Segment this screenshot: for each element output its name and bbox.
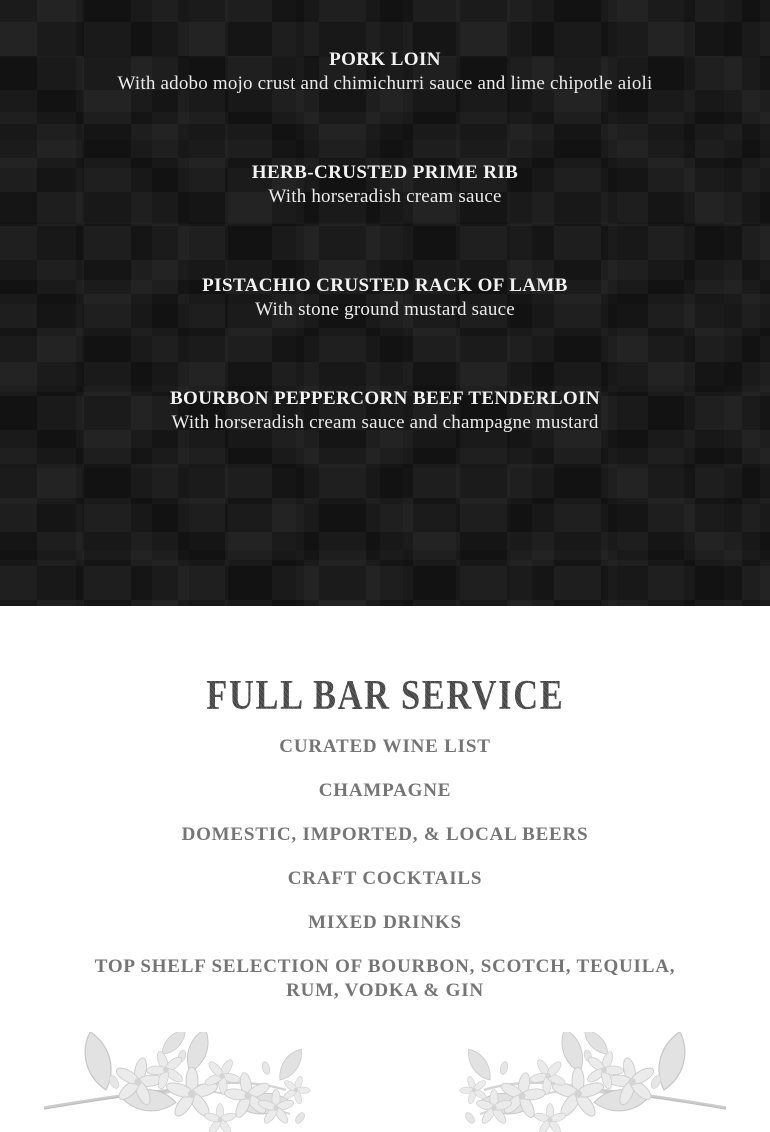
menu-item-description: With horseradish cream sauce [268, 186, 502, 207]
menu-item [0, 387, 770, 500]
menu-item-description: With horseradish cream sauce and champagne mustard [171, 412, 599, 433]
bar-item: DOMESTIC, IMPORTED, & LOCAL BEERS [181, 824, 589, 846]
bar-items-list [0, 735, 770, 1003]
menu-item-name: BOURBON PEPPERCORN BEEF TENDERLOIN [169, 388, 601, 409]
bar-item: CURATED WINE LIST [279, 736, 491, 758]
floral-branch-icon [458, 1032, 728, 1132]
menu-item-description: With adobo mojo crust and chimichurri sauce and lime chipotle aioli [117, 73, 653, 94]
menu-item [0, 274, 770, 387]
bar-item: TOP SHELF SELECTION OF BOURBON, SCOTCH, TEQUILA, RUM, VODKA & GIN [94, 956, 676, 1002]
bar-item: CHAMPAGNE [318, 780, 452, 802]
menu-item-name: PISTACHIO CRUSTED RACK OF LAMB [202, 275, 568, 296]
menu-item-name: PORK LOIN [329, 49, 441, 70]
bar-item: MIXED DRINKS [308, 912, 462, 934]
menu-item [0, 161, 770, 274]
bar-service-section [0, 606, 770, 1130]
menu-item [0, 48, 770, 161]
menu-item-description: With stone ground mustard sauce [255, 299, 515, 320]
bar-section-title: FULL BAR SERVICE [205, 673, 565, 719]
menu-item-name: HERB-CRUSTED PRIME RIB [251, 162, 519, 183]
bar-item: CRAFT COCKTAILS [287, 868, 483, 890]
floral-branch-icon [42, 1032, 312, 1132]
